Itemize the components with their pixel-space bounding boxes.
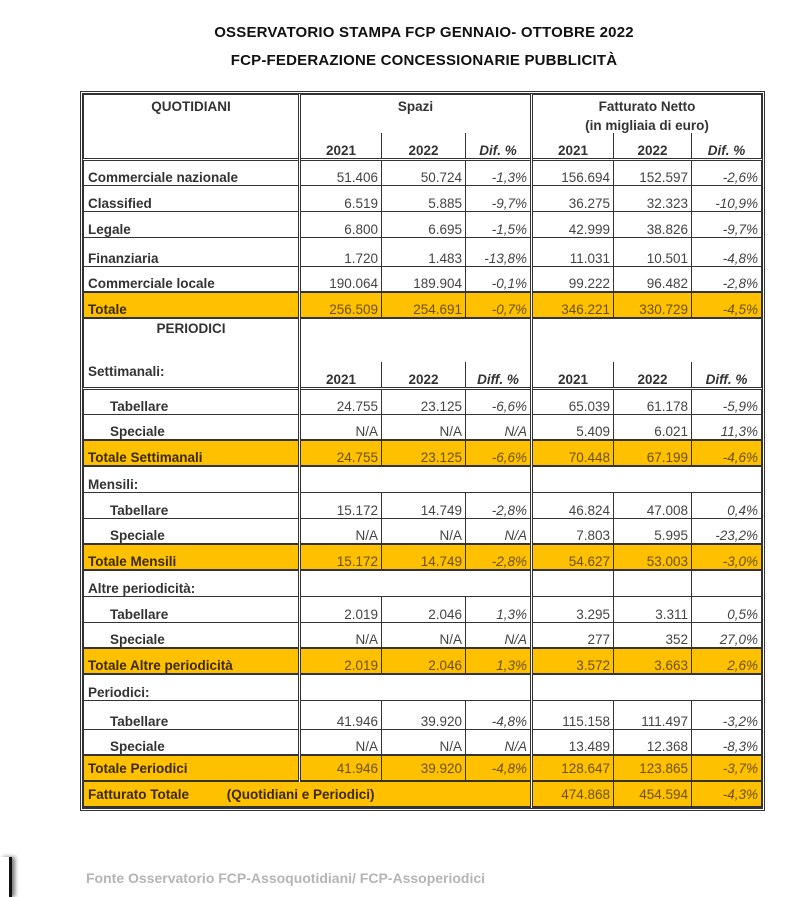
cell: -4,5% (692, 292, 762, 318)
cell: 156.694 (532, 159, 614, 185)
cell: 14.749 (382, 492, 466, 518)
source-note: Fonte Osservatorio FCP-Assoquotidiani/ FCP-Assoperiodici (86, 870, 486, 886)
cell: -6,6% (466, 440, 532, 466)
cell: 3.663 (614, 648, 692, 674)
table-row (84, 492, 762, 518)
cell: 6.021 (614, 414, 692, 440)
cell: -3,7% (692, 755, 762, 781)
cell: 123.865 (614, 755, 692, 781)
cell: 14.749 (382, 544, 466, 570)
cell: 346.221 (532, 292, 614, 318)
cell: -2,6% (692, 159, 762, 185)
cell: 0,4% (692, 492, 762, 518)
cell: 11.031 (532, 237, 614, 266)
cell: 7.803 (532, 518, 614, 544)
cell: -1,3% (466, 159, 532, 185)
cell: 1,3% (466, 596, 532, 622)
col-spazi-2021: 2021 (300, 133, 382, 159)
row-label: Speciale (84, 622, 300, 648)
row-label: Legale (84, 211, 300, 237)
cell: 12.368 (614, 729, 692, 755)
cell: 3.295 (532, 596, 614, 622)
cell: 27,0% (692, 622, 762, 648)
periodici-header-cell (84, 318, 300, 388)
cell: 50.724 (382, 159, 466, 185)
cell: 5.885 (382, 185, 466, 211)
row-label: Finanziaria (84, 237, 300, 266)
cell: 11,3% (692, 414, 762, 440)
cell: -5,9% (692, 388, 762, 414)
cell: -4,8% (692, 237, 762, 266)
cell: 1,3% (466, 648, 532, 674)
cell: -1,5% (466, 211, 532, 237)
grand-total-sublabel: (Quotidiani e Periodici) (226, 786, 375, 802)
press-observatory-table (83, 94, 762, 808)
report-title: OSSERVATORIO STAMPA FCP GENNAIO- OTTOBRE 2022 (214, 24, 634, 41)
cell: -4,6% (692, 440, 762, 466)
total-row-settimanali (84, 440, 762, 466)
section-row-periodici (84, 674, 762, 700)
cell: 24.755 (300, 388, 382, 414)
cell: 152.597 (614, 159, 692, 185)
empty-cell (300, 318, 532, 362)
cell: N/A (300, 729, 382, 755)
total-row-mensili (84, 544, 762, 570)
total-row-altre (84, 648, 762, 674)
cell: 39.920 (382, 755, 466, 781)
cell: N/A (466, 518, 532, 544)
cell: -9,7% (466, 185, 532, 211)
cell: 6.695 (382, 211, 466, 237)
col-fatt-2021: 2021 (532, 133, 614, 159)
cell: N/A (382, 729, 466, 755)
row-label: Commerciale nazionale (84, 159, 300, 185)
section-label: Periodici: (84, 674, 300, 700)
empty-cell (532, 674, 762, 700)
grand-total-row (84, 781, 762, 807)
header-row-top (84, 95, 762, 134)
settimanali-label: Settimanali: (88, 364, 165, 379)
cell: -10,9% (692, 185, 762, 211)
cell: 32.323 (614, 185, 692, 211)
col-spazi-2022: 2022 (382, 362, 466, 388)
cell: -8,3% (692, 729, 762, 755)
cell: 96.482 (614, 266, 692, 292)
table-row (84, 237, 762, 266)
table-row (84, 211, 762, 237)
periodici-title: PERIODICI (156, 321, 226, 336)
cell: 6.800 (300, 211, 382, 237)
cell: N/A (466, 729, 532, 755)
cell: 190.064 (300, 266, 382, 292)
cell: N/A (300, 622, 382, 648)
cell: 3.311 (614, 596, 692, 622)
cell: -4,3% (692, 781, 762, 807)
col-fatt-2022: 2022 (614, 133, 692, 159)
cell: 2.019 (300, 596, 382, 622)
row-label: Classified (84, 185, 300, 211)
cell: 42.999 (532, 211, 614, 237)
cell: 474.868 (532, 781, 614, 807)
cell: 111.497 (614, 700, 692, 729)
table-row (84, 700, 762, 729)
cell: 6.519 (300, 185, 382, 211)
row-label: Tabellare (84, 700, 300, 729)
total-label: Totale Periodici (84, 755, 300, 781)
cell: 277 (532, 622, 614, 648)
cell: 23.125 (382, 440, 466, 466)
col-spazi-2021: 2021 (300, 362, 382, 388)
data-table-container (80, 91, 765, 811)
cell: 41.946 (300, 755, 382, 781)
cell: 99.222 (532, 266, 614, 292)
col-spazi-2022: 2022 (382, 133, 466, 159)
total-label: Totale Altre periodicità (84, 648, 300, 674)
cell: 15.172 (300, 544, 382, 570)
cell: 254.691 (382, 292, 466, 318)
cell: 53.003 (614, 544, 692, 570)
section-label: Altre periodicità: (84, 570, 300, 596)
cell: -13,8% (466, 237, 532, 266)
section-row-altre (84, 570, 762, 596)
cell: N/A (466, 414, 532, 440)
row-label: Commerciale locale (84, 266, 300, 292)
empty-cell (692, 570, 762, 596)
table-row (84, 596, 762, 622)
cell: 2.019 (300, 648, 382, 674)
cell: 330.729 (614, 292, 692, 318)
cell: 1.720 (300, 237, 382, 266)
grand-total-label: Fatturato Totale (88, 786, 189, 802)
fatturato-title: Fatturato Netto (598, 99, 696, 114)
cell: 70.448 (532, 440, 614, 466)
total-label: Totale (84, 292, 300, 318)
empty-cell (532, 570, 614, 596)
empty-cell (300, 570, 532, 596)
cell: -9,7% (692, 211, 762, 237)
spazi-header: Spazi (300, 95, 532, 134)
table-row (84, 388, 762, 414)
cell: 65.039 (532, 388, 614, 414)
cell: 51.406 (300, 159, 382, 185)
cell: -0,7% (466, 292, 532, 318)
fatturato-header (532, 95, 762, 134)
cell: 115.158 (532, 700, 614, 729)
cell: 189.904 (382, 266, 466, 292)
cell: 454.594 (614, 781, 692, 807)
cell: 128.647 (532, 755, 614, 781)
empty-cell (300, 674, 532, 700)
cell: -4,8% (466, 755, 532, 781)
cell: 46.824 (532, 492, 614, 518)
cell: 352 (614, 622, 692, 648)
empty-cell (532, 466, 762, 492)
cell: 38.826 (614, 211, 692, 237)
table-row (84, 518, 762, 544)
row-label: Speciale (84, 414, 300, 440)
cell: 5.409 (532, 414, 614, 440)
cell: -3,0% (692, 544, 762, 570)
total-row-quotidiani (84, 292, 762, 318)
fatturato-unit: (in migliaia di euro) (585, 118, 709, 133)
cell: N/A (466, 622, 532, 648)
cell: 39.920 (382, 700, 466, 729)
table-row (84, 414, 762, 440)
cell: 54.627 (532, 544, 614, 570)
edge-bar-decoration (0, 857, 12, 897)
cell: 5.995 (614, 518, 692, 544)
total-row-periodici (84, 755, 762, 781)
quotidiani-header: QUOTIDIANI (84, 95, 300, 160)
report-subtitle: FCP-FEDERAZIONE CONCESSIONARIE PUBBLICITÀ (230, 52, 618, 69)
cell: 47.008 (614, 492, 692, 518)
cell: 2.046 (382, 596, 466, 622)
empty-cell (532, 318, 762, 362)
cell: -2,8% (466, 544, 532, 570)
col-fatt-diff: Diff. % (692, 362, 762, 388)
row-label: Tabellare (84, 492, 300, 518)
row-label: Tabellare (84, 388, 300, 414)
cell: N/A (300, 518, 382, 544)
col-spazi-dif: Dif. % (466, 133, 532, 159)
cell: 0,5% (692, 596, 762, 622)
cell: 23.125 (382, 388, 466, 414)
empty-cell (614, 570, 692, 596)
cell: 15.172 (300, 492, 382, 518)
cell: 1.483 (382, 237, 466, 266)
table-row (84, 185, 762, 211)
cell: 41.946 (300, 700, 382, 729)
table-row (84, 729, 762, 755)
empty-cell (300, 466, 532, 492)
cell: N/A (382, 414, 466, 440)
cell: 3.572 (532, 648, 614, 674)
cell: 36.275 (532, 185, 614, 211)
cell: -3,2% (692, 700, 762, 729)
table-row (84, 622, 762, 648)
cell: 61.178 (614, 388, 692, 414)
row-label: Tabellare (84, 596, 300, 622)
cell: -2,8% (466, 492, 532, 518)
cell: 2.046 (382, 648, 466, 674)
col-fatt-2021: 2021 (532, 362, 614, 388)
cell: 13.489 (532, 729, 614, 755)
cell: N/A (382, 622, 466, 648)
section-row-mensili (84, 466, 762, 492)
cell: N/A (382, 518, 466, 544)
cell: 10.501 (614, 237, 692, 266)
table-row (84, 266, 762, 292)
cell: 256.509 (300, 292, 382, 318)
cell: -2,8% (692, 266, 762, 292)
cell: -4,8% (466, 700, 532, 729)
cell: -23,2% (692, 518, 762, 544)
row-label: Speciale (84, 518, 300, 544)
col-fatt-dif: Dif. % (692, 133, 762, 159)
periodici-header-row (84, 318, 762, 362)
cell: -0,1% (466, 266, 532, 292)
total-label: Totale Mensili (84, 544, 300, 570)
section-label: Mensili: (84, 466, 300, 492)
cell: 2,6% (692, 648, 762, 674)
cell: 24.755 (300, 440, 382, 466)
col-spazi-diff: Diff. % (466, 362, 532, 388)
cell: 67.199 (614, 440, 692, 466)
total-label: Totale Settimanali (84, 440, 300, 466)
row-label: Speciale (84, 729, 300, 755)
grand-total-label-cell (84, 781, 532, 807)
col-fatt-2022: 2022 (614, 362, 692, 388)
table-row (84, 159, 762, 185)
cell: -6,6% (466, 388, 532, 414)
cell: N/A (300, 414, 382, 440)
